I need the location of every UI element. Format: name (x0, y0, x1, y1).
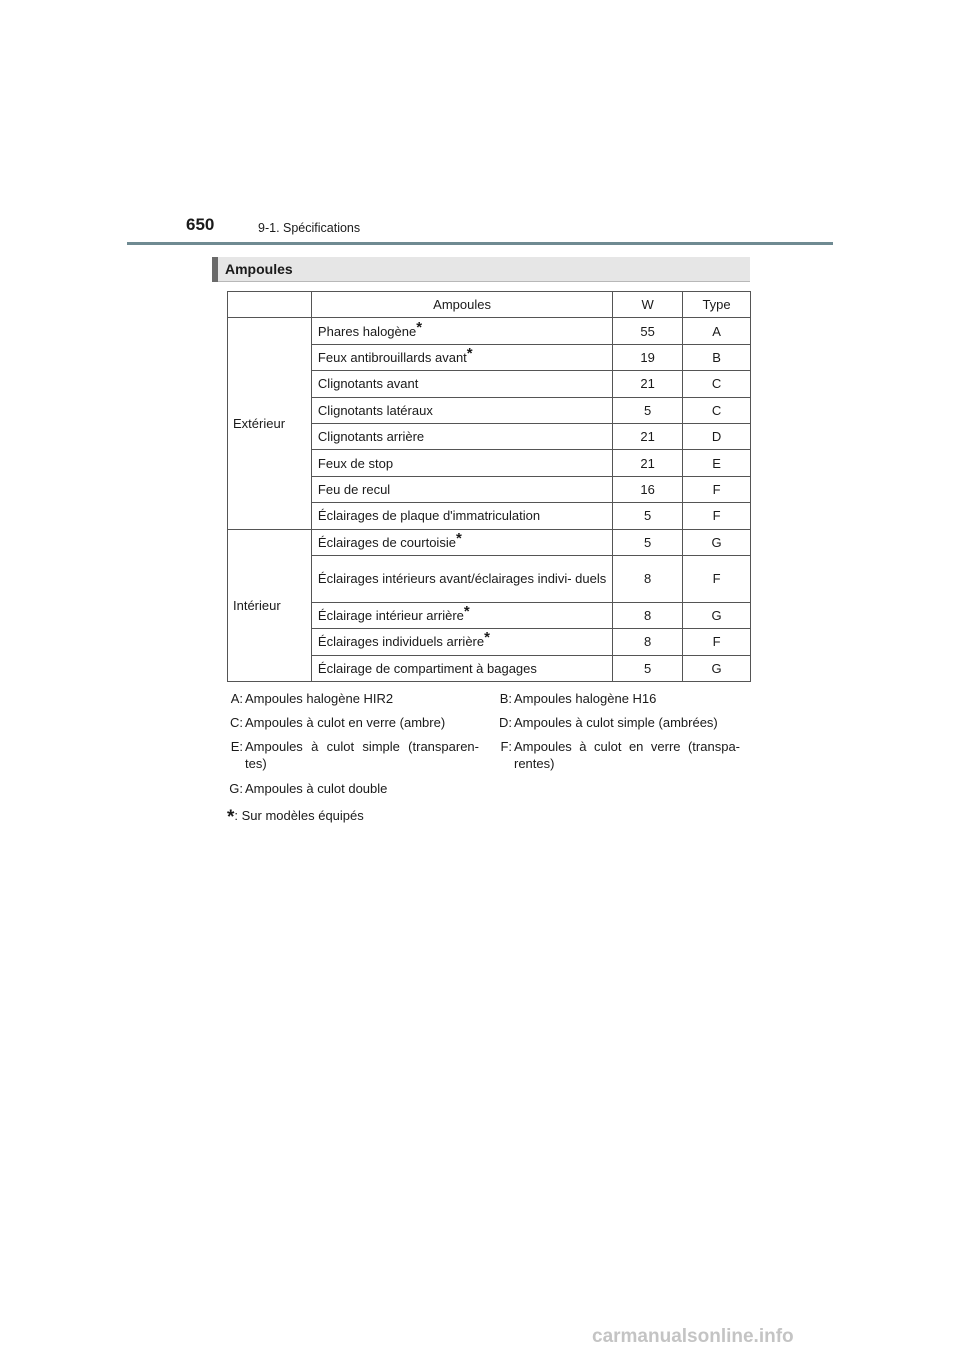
heading-accent (212, 257, 218, 282)
bulb-watts: 8 (613, 555, 683, 602)
legend-text: Ampoules à culot double (245, 781, 388, 796)
table-row (228, 529, 751, 555)
bulb-type: F (683, 629, 751, 655)
footnote-star: * (484, 629, 490, 647)
footnote (227, 804, 364, 826)
column-header-type: Type (683, 292, 751, 318)
bulb-name: Feux de stop (311, 450, 612, 476)
bulb-type: G (683, 602, 751, 628)
bulb-watts: 16 (613, 476, 683, 502)
bulb-type: A (683, 318, 751, 344)
footnote-text: : Sur modèles équipés (234, 808, 364, 823)
bulb-watts: 5 (613, 503, 683, 529)
legend-label: D: (499, 715, 512, 730)
legend-label: B: (499, 691, 512, 706)
header-rule (127, 242, 833, 245)
bulb-watts: 21 (613, 423, 683, 449)
watermark: carmanualsonline.info (592, 1326, 794, 1347)
legend-text: Ampoules à culot simple (ambrées) (514, 715, 718, 730)
bulb-watts: 8 (613, 602, 683, 628)
bulb-table (227, 291, 751, 682)
bulb-name: Éclairages intérieurs avant/éclairages indivi- duels (311, 555, 612, 602)
bulb-name: Éclairages de plaque d'immatriculation (311, 503, 612, 529)
bulb-name: Éclairages de courtoisie* (311, 529, 612, 555)
legend-label: E: (230, 739, 243, 754)
bulb-name: Feux antibrouillards avant* (311, 344, 612, 370)
bulb-name: Feu de recul (311, 476, 612, 502)
table-header-row (228, 292, 751, 318)
legend-label: F: (500, 739, 512, 754)
column-header-w: W (613, 292, 683, 318)
legend-text: Ampoules à culot en verre (transpa- rentes) (514, 739, 740, 771)
column-header-bulbs: Ampoules (311, 292, 612, 318)
bulb-type: G (683, 655, 751, 681)
bulb-name: Clignotants avant (311, 371, 612, 397)
legend-text: Ampoules à culot en verre (ambre) (245, 715, 446, 730)
group-label-exterior: Extérieur (228, 318, 312, 529)
bulb-watts: 19 (613, 344, 683, 370)
bulb-type: E (683, 450, 751, 476)
footnote-star: * (463, 603, 470, 621)
bulb-type: G (683, 529, 751, 555)
bulb-type: D (683, 423, 751, 449)
page-number: 650 (186, 215, 215, 234)
bulb-name: Éclairages individuels arrière* (311, 629, 612, 655)
bulb-type: F (683, 503, 751, 529)
bulb-name: Clignotants arrière (311, 423, 612, 449)
legend-label: C: (230, 715, 243, 730)
bulb-type: B (683, 344, 751, 370)
legend-text: Ampoules à culot simple (transparen- tes) (245, 739, 479, 771)
bulb-watts: 21 (613, 371, 683, 397)
bulb-watts: 5 (613, 529, 683, 555)
legend-text: Ampoules halogène H16 (514, 691, 657, 706)
bulb-type: C (683, 371, 751, 397)
footnote-star: * (455, 529, 462, 547)
footnote-star: * (416, 318, 423, 336)
bulb-watts: 8 (613, 629, 683, 655)
group-label-interior: Intérieur (228, 529, 312, 682)
bulb-watts: 55 (613, 318, 683, 344)
table-row (228, 318, 751, 344)
bulb-type: F (683, 555, 751, 602)
bulb-name: Clignotants latéraux (311, 397, 612, 423)
legend-label: A: (230, 691, 243, 706)
bulb-name: Phares halogène* (311, 318, 612, 344)
legend-label: G: (229, 781, 243, 796)
section-title: Ampoules (225, 261, 293, 277)
bulb-name: Éclairage intérieur arrière* (311, 602, 612, 628)
section-heading (212, 257, 750, 282)
column-header-group (228, 292, 312, 318)
footnote-star: * (466, 344, 473, 362)
bulb-watts: 5 (613, 397, 683, 423)
section-label: 9-1. Spécifications (258, 221, 361, 235)
bulb-watts: 5 (613, 655, 683, 681)
bulb-name: Éclairage de compartiment à bagages (311, 655, 612, 681)
bulb-watts: 21 (613, 450, 683, 476)
footnote-symbol: * (227, 807, 235, 828)
legend-text: Ampoules halogène HIR2 (245, 691, 394, 706)
bulb-type: C (683, 397, 751, 423)
bulb-type: F (683, 476, 751, 502)
